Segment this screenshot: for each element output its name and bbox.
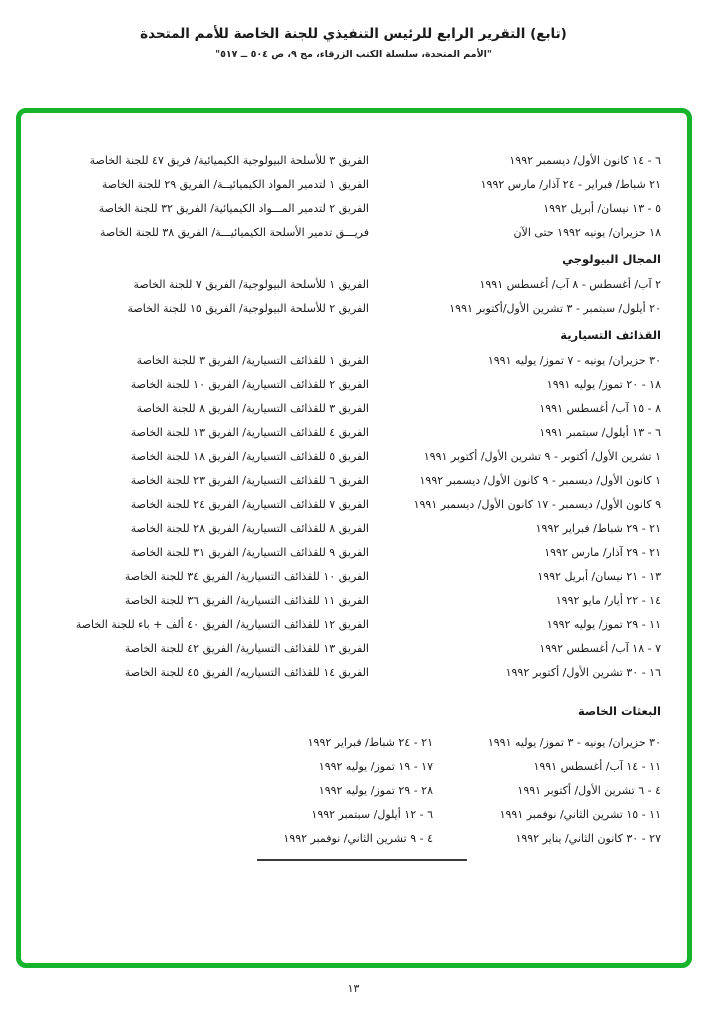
inspection-date: ٨ - ١٥ آب/ أغسطس ١٩٩١: [539, 402, 661, 415]
inspection-date: ١ تشرين الأول/ أكتوبر - ٩ تشرين الأول/ أكتوبر ١٩٩١: [423, 450, 661, 463]
inspection-date: ٢١ - ٢٩ شباط/ فبراير ١٩٩٢: [535, 522, 661, 535]
team-name: الفريق ٢ للقذائف التسيارية/ الفريق ١٠ للجنة الخاصة: [130, 378, 369, 391]
team-name: الفريق ٤ للقذائف التسيارية/ الفريق ١٣ للجنة الخاصة: [130, 426, 369, 439]
inspection-row: [39, 297, 661, 321]
inspection-row: [39, 273, 661, 297]
inspection-date: ٦ - ١٤ كانون الأول/ ديسمبر ١٩٩٢: [509, 154, 661, 167]
inspection-date: ٦ - ١٣ أيلول/ سبتمبر ١٩٩١: [539, 426, 661, 439]
inspection-date: ٢١ - ٢٩ آذار/ مارس ١٩٩٢: [544, 546, 661, 559]
inspection-date: ١٤ - ٢٢ أيار/ مايو ١٩٩٢: [555, 594, 661, 607]
schedule-section: [39, 699, 661, 851]
inspection-date: ١٨ - ٢٠ تموز/ يوليه ١٩٩١: [546, 378, 661, 391]
team-name: الفريق ١ لتدمير المواد الكيميائيــة/ الفريق ٢٩ للجنة الخاصة: [101, 178, 369, 191]
report-source-citation: "الأمم المتحدة، سلسلة الكتب الزرقاء، مج ٩، ص ٥٠٤ ــ ٥١٧": [215, 49, 492, 60]
inspection-date: ٥ - ١٣ نيسان/ أبريل ١٩٩٢: [543, 202, 661, 215]
inspection-row: [39, 221, 661, 245]
inspection-row: [39, 397, 661, 421]
inspection-row: [39, 661, 661, 685]
section-heading: القذائف التسيارية: [560, 328, 661, 342]
inspection-row: [39, 349, 661, 373]
mission-date-left: ٤ - ٩ تشرين الثاني/ نوفمبر ١٩٩٢: [283, 832, 433, 845]
mission-date-left: ٦ - ١٢ أيلول/ سبتمبر ١٩٩٢: [311, 808, 433, 821]
team-name: الفريق ١٠ للقذائف التسيارية/ الفريق ٣٤ للجنة الخاصة: [124, 570, 369, 583]
inspection-date: ١٦ - ٣٠ تشرين الأول/ أكتوبر ١٩٩٢: [505, 666, 661, 679]
inspection-row: [39, 373, 661, 397]
team-name: الفريق ٥ للقذائف التسيارية/ الفريق ١٨ للجنة الخاصة: [130, 450, 369, 463]
inspection-row: [39, 493, 661, 517]
inspection-row: [39, 637, 661, 661]
inspection-row: [39, 613, 661, 637]
team-name: فريـــق تدمير الأسلحة الكيميائيـــة/ الفريق ٣٨ للجنة الخاصة: [99, 226, 369, 239]
inspection-row: [39, 517, 661, 541]
mission-date-left: ٢٨ - ٢٩ تموز/ يوليه ١٩٩٢: [318, 784, 433, 797]
inspection-row: [39, 541, 661, 565]
team-name: الفريق ٩ للقذائف التسيارية/ الفريق ٣١ للجنة الخاصة: [130, 546, 369, 559]
section-heading: المجال البيولوجي: [562, 252, 661, 266]
team-name: الفريق ١ للقذائف التسيارية/ الفريق ٣ للجنة الخاصة: [136, 354, 369, 367]
inspection-date: ٢ آب/ أغسطس - ٨ آب/ أغسطس ١٩٩١: [479, 278, 661, 291]
mission-date-row: [39, 803, 661, 827]
inspection-date: ١٨ حزيران/ يونيه ١٩٩٢ حتى الآن: [513, 226, 661, 239]
inspection-date: ٧ - ١٨ آب/ أغسطس ١٩٩٢: [539, 642, 661, 655]
team-name: الفريق ١ للأسلحة البيولوجية/ الفريق ٧ للجنة الخاصة: [133, 278, 369, 291]
inspection-date: ١٣ - ٢١ نيسان/ أبريل ١٩٩٢: [537, 570, 661, 583]
schedule-section: [39, 323, 661, 685]
green-highlight-frame: [16, 108, 692, 968]
inspection-date: ٩ كانون الأول/ ديسمبر - ١٧ كانون الأول/ ديسمبر ١٩٩١: [413, 498, 661, 511]
inspection-schedule: [39, 149, 661, 851]
mission-date-row: [39, 755, 661, 779]
team-name: الفريق ٢ للأسلحة البيولوجية/ الفريق ١٥ للجنة الخاصة: [127, 302, 369, 315]
section-heading: البعثات الخاصة: [578, 704, 661, 718]
inspection-row: [39, 469, 661, 493]
page-header: [0, 26, 707, 60]
mission-date-right: ١١ - ١٤ آب/ أغسطس ١٩٩١: [533, 760, 661, 773]
report-title: (تابع) التقرير الرابع للرئيس التنفيذي للجنة الخاصة للأمم المتحدة: [140, 26, 567, 42]
mission-date-right: ٤ - ٦ تشرين الأول/ أكتوبر ١٩٩١: [517, 784, 661, 797]
mission-date-right: ٢٧ - ٣٠ كانون الثاني/ يناير ١٩٩٢: [515, 832, 661, 845]
team-name: الفريق ٣ للأسلحة البيولوجية الكيميائية/ فريق ٤٧ للجنة الخاصة: [89, 154, 369, 167]
page-number: ١٣: [347, 982, 360, 995]
inspection-row: [39, 589, 661, 613]
team-name: الفريق ٢ لتدمير المـــواد الكيميائية/ الفريق ٣٢ للجنة الخاصة: [98, 202, 369, 215]
mission-date-row: [39, 779, 661, 803]
inspection-row: [39, 197, 661, 221]
team-name: الفريق ٧ للقذائف التسيارية/ الفريق ٢٤ للجنة الخاصة: [130, 498, 369, 511]
inspection-date: ٢١ شباط/ فبراير - ٢٤ آذار/ مارس ١٩٩٢: [480, 178, 661, 191]
inspection-row: [39, 149, 661, 173]
team-name: الفريق ١١ للقذائف التسيارية/ الفريق ٣٦ للجنة الخاصة: [124, 594, 369, 607]
mission-date-left: ٢١ - ٢٤ شباط/ فبراير ١٩٩٢: [307, 736, 433, 749]
team-name: الفريق ١٣ للقذائف التسيارية/ الفريق ٤٢ للجنة الخاصة: [124, 642, 369, 655]
inspection-date: ١ كانون الأول/ ديسمبر - ٩ كانون الأول/ ديسمبر ١٩٩٢: [419, 474, 661, 487]
schedule-section: [39, 247, 661, 321]
team-name: الفريق ٣ للقذائف التسيارية/ الفريق ٨ للجنة الخاصة: [136, 402, 369, 415]
inspection-date: ٣٠ حزيران/ يونيه - ٧ تموز/ يوليه ١٩٩١: [487, 354, 661, 367]
schedule-section: [39, 149, 661, 245]
inspection-row: [39, 445, 661, 469]
mission-date-right: ٣٠ حزيران/ يونيه - ٣ تموز/ يوليه ١٩٩١: [487, 736, 661, 749]
mission-date-row: [39, 827, 661, 851]
team-name: الفريق ١٤ للقذائف التسياريه/ الفريق ٤٥ للجنة الخاصة: [124, 666, 369, 679]
inspection-row: [39, 421, 661, 445]
team-name: الفريق ٨ للقذائف التسيارية/ الفريق ٢٨ للجنة الخاصة: [130, 522, 369, 535]
inspection-date: ١١ - ٢٩ تموز/ يوليه ١٩٩٢: [546, 618, 661, 631]
inspection-row: [39, 173, 661, 197]
mission-date-left: ١٧ - ١٩ تموز/ يوليه ١٩٩٢: [318, 760, 433, 773]
footnote-divider: [257, 859, 467, 861]
mission-date-right: ١١ - ١٥ تشرين الثاني/ نوفمبر ١٩٩١: [499, 808, 661, 821]
inspection-date: ٢٠ أيلول/ سبتمبر - ٣ تشرين الأول/أكتوبر ١٩٩١: [449, 302, 661, 315]
team-name: الفريق ٦ للقذائف التسيارية/ الفريق ٢٣ للجنة الخاصة: [130, 474, 369, 487]
inspection-row: [39, 565, 661, 589]
team-name: الفريق ١٢ للقذائف التسيارية/ الفريق ٤٠ ألف + باء للجنة الخاصة: [75, 618, 369, 631]
mission-date-row: [39, 731, 661, 755]
